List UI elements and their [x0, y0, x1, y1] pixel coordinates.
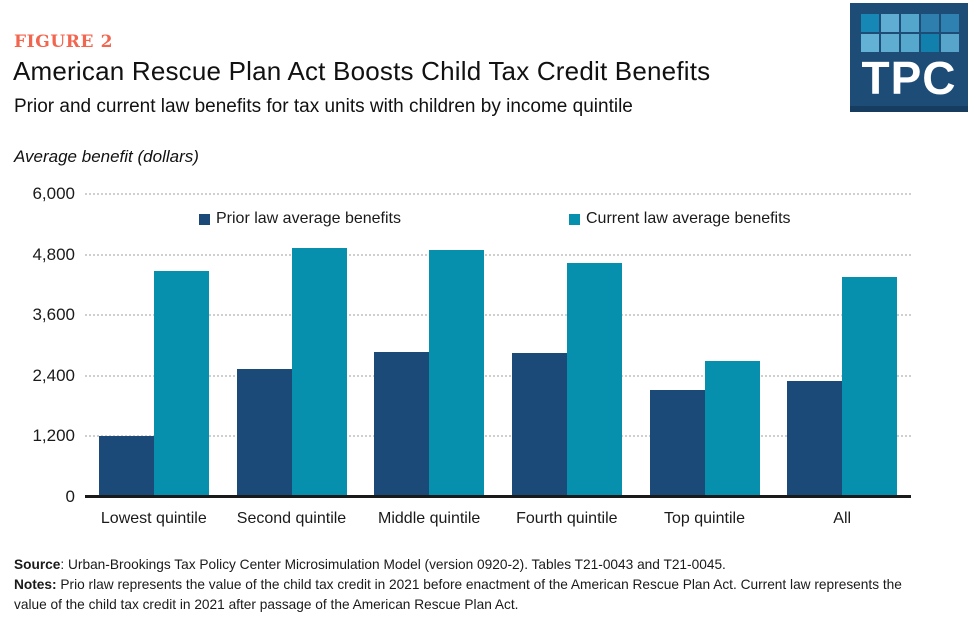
- bar-current-all: [842, 277, 897, 497]
- bar-current-fourth-quintile: [567, 263, 622, 497]
- bar-current-lowest-quintile: [154, 271, 209, 496]
- gridline-2400: [85, 375, 911, 377]
- notes-text: Prio rlaw represents the value of the child tax credit in 2021 before enactment of the American Rescue Plan Act. Current law represents the value of the child tax credit in 2021 after passage of the American Rescue Plan Act.: [14, 577, 902, 612]
- source-label: Source: [14, 557, 61, 572]
- y-axis-title: Average benefit (dollars): [14, 147, 199, 166]
- x-category-label: Middle quintile: [378, 510, 481, 527]
- y-tick-label: 6,000: [32, 184, 75, 203]
- footer-notes: [14, 555, 926, 615]
- gridline-6000: [85, 193, 911, 195]
- bar-prior-second-quintile: [237, 369, 292, 497]
- gridline-3600: [85, 314, 911, 316]
- notes-line: [14, 575, 926, 615]
- notes-label: Notes:: [14, 577, 57, 592]
- y-tick-label: 0: [65, 486, 75, 506]
- x-category-label: Lowest quintile: [100, 510, 207, 527]
- legend-label: Current law average benefits: [586, 210, 791, 227]
- bar-prior-top-quintile: [650, 390, 705, 496]
- source-line: [14, 555, 926, 575]
- legend-swatch-icon: [569, 214, 580, 225]
- y-tick-label: 4,800: [32, 244, 75, 264]
- y-tick-label: 1,200: [32, 426, 75, 445]
- figure-label: FIGURE 2: [14, 32, 113, 52]
- y-tick-label: 3,600: [32, 305, 75, 324]
- source-text: : Urban-Brookings Tax Policy Center Microsimulation Model (version 0920-2). Tables T21-0043 and T21-0045.: [60, 557, 726, 572]
- bar-prior-all: [787, 381, 842, 496]
- x-category-label: Top quintile: [664, 510, 745, 527]
- y-tick-label: 2,400: [32, 365, 75, 385]
- page-subtitle: Prior and current law benefits for tax units with children by income quintile: [14, 96, 633, 117]
- bar-current-top-quintile: [705, 361, 760, 497]
- bar-prior-lowest-quintile: [99, 436, 154, 497]
- page-title: American Rescue Plan Act Boosts Child Tax Credit Benefits: [13, 56, 711, 86]
- legend-item: [199, 210, 401, 228]
- x-axis-line: [85, 495, 911, 498]
- x-category-label: Second quintile: [236, 510, 347, 527]
- legend-item: [569, 210, 791, 228]
- gridline-4800: [85, 254, 911, 256]
- bar-prior-fourth-quintile: [512, 353, 567, 496]
- legend-swatch-icon: [199, 214, 210, 225]
- tpc-logo-text: TPC: [861, 52, 957, 104]
- bar-current-middle-quintile: [429, 250, 484, 496]
- x-category-label: Fourth quintile: [516, 510, 618, 527]
- bar-prior-middle-quintile: [374, 352, 429, 496]
- bar-current-second-quintile: [292, 248, 347, 496]
- legend-label: Prior law average benefits: [216, 210, 401, 227]
- x-category-label: All: [833, 510, 852, 527]
